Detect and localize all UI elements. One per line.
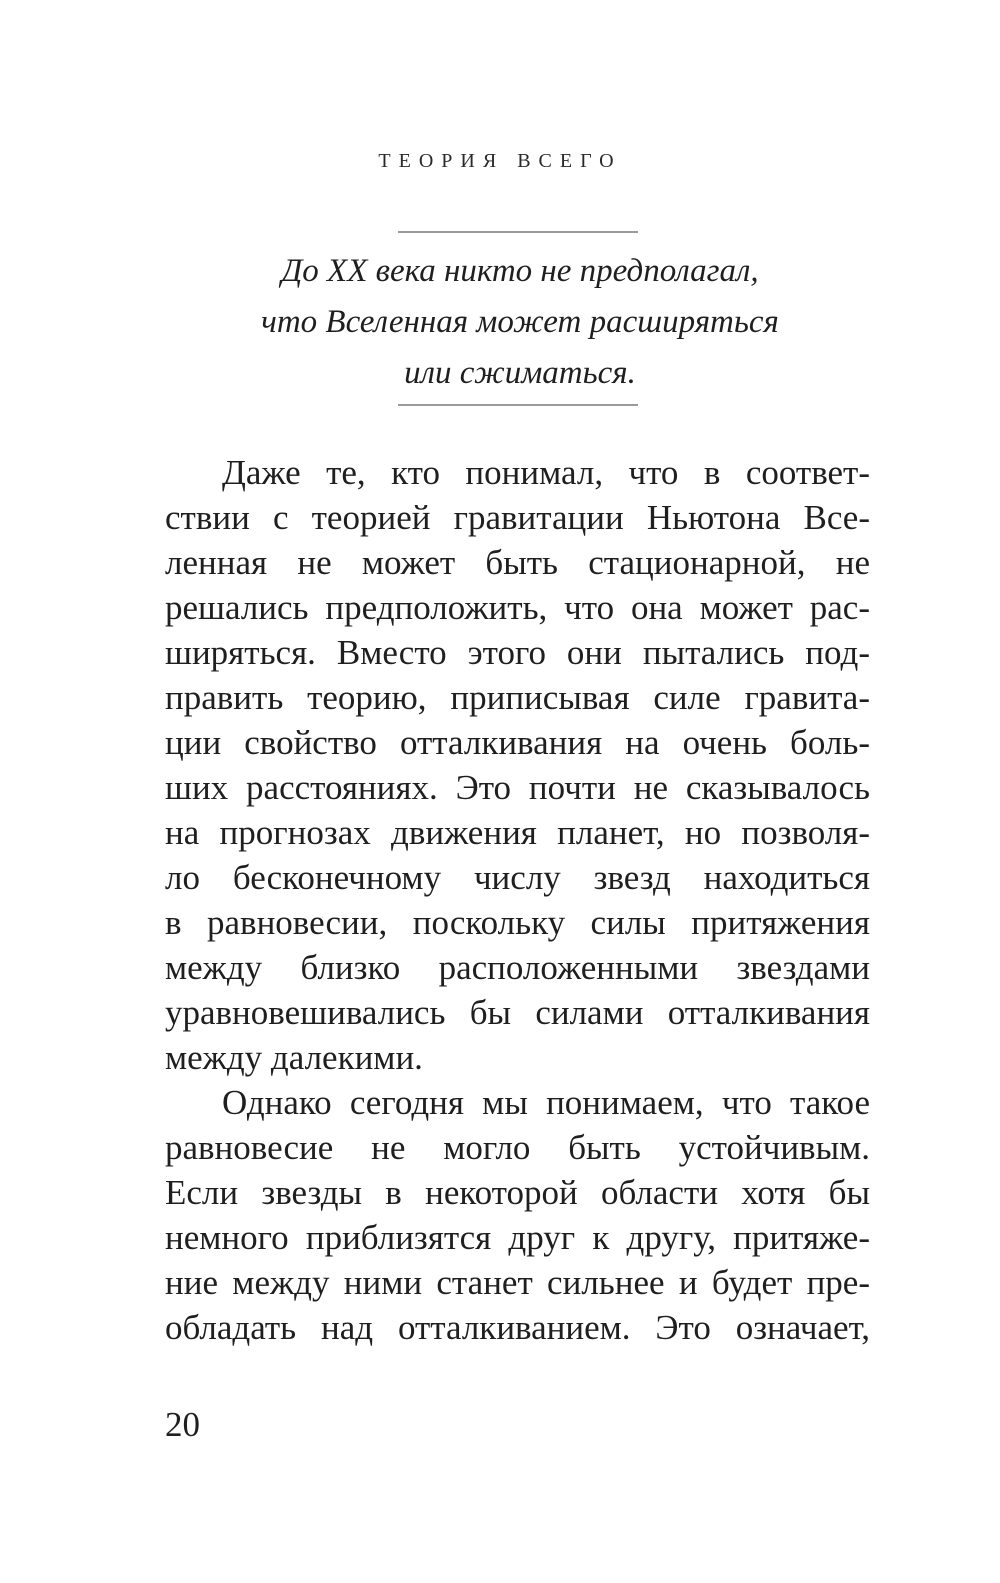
text-line: ло бесконечному числу звезд находиться: [165, 858, 870, 897]
text-line: ленная не может быть стационарной, не: [165, 543, 870, 582]
paragraph-1: [165, 450, 870, 1080]
pull-quote-top-rule: [398, 231, 638, 233]
text-line: между далекими.: [165, 1038, 423, 1077]
pull-quote-line: что Вселенная может расширяться: [261, 304, 779, 340]
text-line: править теорию, приписывая силе гравита-: [165, 678, 870, 717]
text-line: обладать над отталкиванием. Это означает,: [165, 1308, 870, 1347]
text-line: немного приблизятся друг к другу, притяже-: [165, 1218, 870, 1257]
text-line: ствии с теорией гравитации Ньютона Все-: [165, 498, 870, 537]
paragraph-2: [165, 1080, 870, 1350]
text-line: уравновешивались бы силами отталкивания: [165, 993, 870, 1032]
pull-quote-bottom-rule: [398, 404, 638, 406]
text-line: равновесие не могло быть устойчивым.: [165, 1128, 870, 1167]
body-text: [165, 450, 870, 1350]
text-line: между близко расположенными звездами: [165, 948, 870, 987]
running-header: ТЕОРИЯ ВСЕГО: [378, 150, 622, 172]
text-line: ших расстояниях. Это почти не сказывалось: [165, 768, 870, 807]
text-line: Если звезды в некоторой области хотя бы: [165, 1173, 870, 1212]
text-line: в равновесии, поскольку силы притяжения: [165, 903, 870, 942]
text-line: ции свойство отталкивания на очень боль-: [165, 723, 870, 762]
text-line: ние между ними станет сильнее и будет пре-: [165, 1263, 870, 1302]
text-line: на прогнозах движения планет, но позволя-: [165, 813, 870, 852]
text-line: Даже те, кто понимал, что в соответ-: [222, 453, 870, 492]
text-line: ширяться. Вместо этого они пытались под-: [165, 633, 870, 672]
text-line: Однако сегодня мы понимаем, что такое: [222, 1083, 870, 1122]
pull-quote-line: До XX века никто не предполагал,: [281, 253, 759, 289]
pull-quote-line: или сжиматься.: [404, 355, 636, 391]
page-number: 20: [165, 1405, 200, 1444]
pull-quote: [200, 246, 840, 399]
text-line: решались предположить, что она может рас-: [165, 588, 870, 627]
